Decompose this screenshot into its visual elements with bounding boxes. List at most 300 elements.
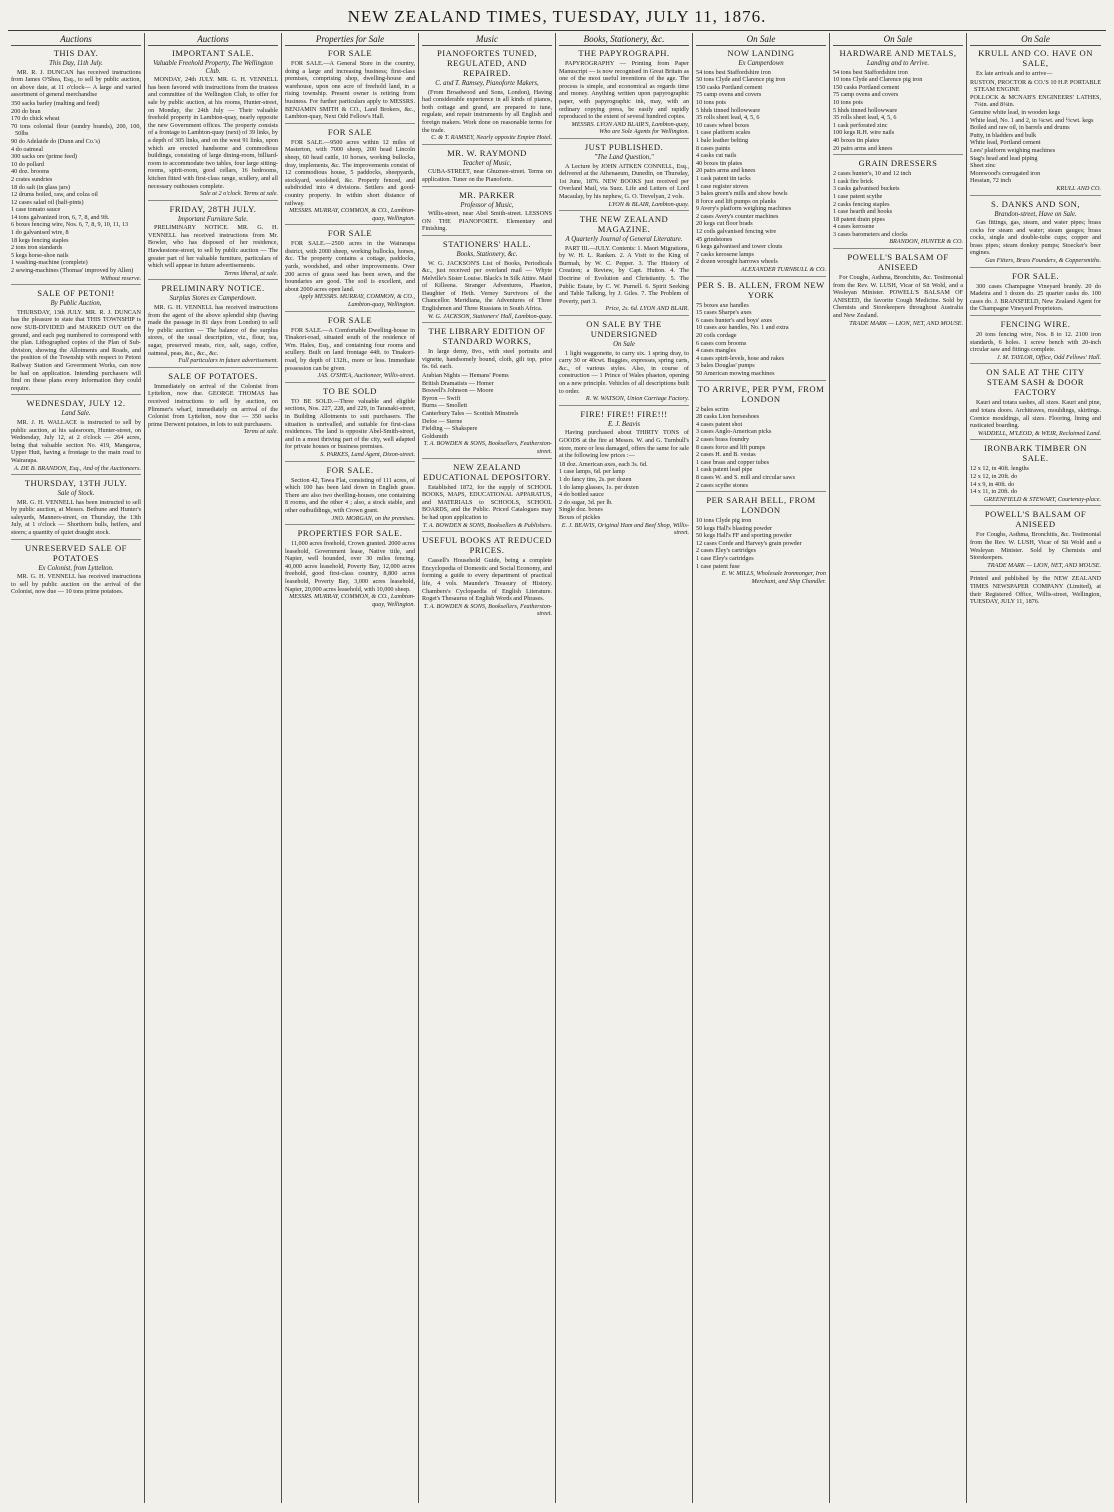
ad-title: GRAIN DRESSERS [858,158,938,169]
ad-item: 1 washing-machine (complete) [11,259,88,267]
ad-title: THE NEW ZEALAND MAGAZINE. [579,214,669,235]
ad-title: FOR SALE [327,48,373,58]
ad-body: 300 cases Champagne Vineyard brandy. 20 do Madeira and 1 dozen do. 25 quarter casks do. 100 cases do. J. BRANSFIELD, New Zealand Agent for the Champagne Vineyard Proprietors. [970,282,1101,313]
advertisement [970,443,1101,506]
ad-signature: TRADE MARK — LION, NET, AND MOUSE. [987,561,1101,569]
ad-item: 8 force and lift pumps on planks [696,197,777,205]
ad-subtitle: E. J. Beavis [607,420,641,428]
advertisement [148,283,278,367]
advertisement [559,142,689,211]
ad-title: FIRE! FIRE!! FIRE!!! [580,408,668,419]
ad-title: MR. W. RAYMOND [447,147,527,158]
ad-title: PIANOFORTES TUNED, REGULATED, AND REPAIRED. [437,48,537,78]
ad-item: Sheet zinc [970,162,996,170]
ad-item: 18 doz. American axes, each 3s. 6d. [559,460,648,468]
column-5 [556,33,693,1503]
ad-item: 2 cases scythe stones [696,481,749,489]
ad-item: Single doz. boxes [559,506,603,514]
ad-item: 170 do chick wheat [11,115,60,123]
ad-signature: KRULL AND CO. [1056,184,1101,192]
ad-item: 50 tons Clyde and Clarence pig iron [696,76,786,84]
column-heading: Properties for Sale [285,33,415,46]
advertisement [833,252,963,329]
ad-item: 6 kegs galvanised and tower clouts [696,243,783,251]
ad-item: Stag's head and lead piping [970,154,1038,162]
ad-item: 12 coils galvanised fencing wire [696,228,777,236]
column-2 [145,33,282,1503]
ad-item: 1 case register stoves [696,182,749,190]
column-6 [693,33,830,1503]
ad-title: USEFUL BOOKS AT REDUCED PRICES. [422,535,552,556]
column-heading: On Sale [696,33,826,46]
ad-item: 150 casks Portland cement [696,83,763,91]
ad-item: 1 bale leather belting [696,136,749,144]
ad-body: W. G. JACKSON'S List of Books, Periodicals &c., just received per overland mail — Whyte Melville's Sister Louise. Black's In Silk Attire. Maid of Killeena. Stranger Adventures, Phaeton, Daughter of Heth. Verney Survivors of the Chancellor. Meridiana, the Adventures of Three Englishmen and Three Russians in South Africa. [422,259,552,313]
ad-item: 54 tons best Staffordshire iron [696,68,771,76]
ad-title: THE LIBRARY EDITION OF STANDARD WORKS, [428,326,546,347]
ad-item: 1 do galvanised wire, 8 [11,229,69,237]
ad-item: 28 casks Lion horseshoes [696,413,760,421]
ad-signature: T. A. BOWDEN & SONS, Booksellers, Featherston-street. [423,602,552,618]
ad-title: PER SARAH BELL, FROM LONDON [706,495,816,516]
ad-item: 6 boxes fencing wire, Nos. 6, 7, 8, 9, 10, 11, 13 [11,221,129,229]
ad-item-list [559,461,689,522]
ad-body: Gas fittings, gas, steam, and water pipes; brass cocks for steam and water; steam gauges; brass cocks, single and double-tube cups; copper and brass pipes; steam donkey pumps; Stoecker's beer engines. [970,219,1101,257]
ad-title: S. DANKS AND SON, [991,198,1080,209]
ad-item: 12 x 12, in 20ft. do [970,472,1018,480]
ad-item: 1 case lamps, 6d. per lamp [559,468,625,476]
ad-item-list [833,170,963,238]
ad-signature: W. G. JACKSON, Stationers' Hall, Lambton-quay. [427,312,552,320]
advertisement [970,48,1101,196]
ad-subtitle: This Day, 11th July. [49,60,103,67]
ad-item: 12 drums boiled, raw, and colza oil [11,191,98,199]
advertisement [285,228,415,311]
ad-title: UNRESERVED SALE OF POTATOES [25,542,127,563]
advertisement [970,199,1101,268]
ad-body: PAPYROGRAPHY — Printing from Paper Manuscript — is now recognised in Great Britain as one of the most useful inventions of the age. The process is simple, and economical as regards time and money. Anything written upon papyrographic paper, with papyrographic ink, may, with an ordinary copying press, be easily and rapidly reproduced to the extent of several hundred copies. [559,60,689,121]
ad-item: 1 do fancy tins, 2s. per dozen [559,475,632,483]
ad-body: 11,000 acres freehold, Crown granted. 2000 acres leasehold, Government lease, Native title, and Napier, well bounded, over 30 miles fencing. 40,000 acres leasehold, Poverty Bay, 12,000 acres freehold, good first-class country, 8,800 acres leasehold, Poverty Bay, 3,000 acres leasehold, Napier, 20,000 acres leasehold, with 10,000 sheep. [285,540,415,593]
ad-signature: JAS. O'SHEA, Auctioneer, Willis-street. [317,372,415,380]
ad-item: 4 cases spirit-levels, hose and rakes [696,354,784,362]
ad-body: Section 42, Tawa Flat, consisting of 111 acres, of which 100 has been laid down in English grass. There are also two dwelling-houses, one containing 8 rooms, and the other 4 ; also, a stock stable, and other outbuildings, with Crown grant. [285,476,415,514]
ad-signature: J. M. TAYLOR, Office, Odd Fellows' Hall. [996,353,1101,361]
ad-item: 6 cases hunter's and boys' axes [696,316,772,324]
ad-item: 350 sacks barley (malting and feed) [11,99,100,107]
ad-item: 2 tons iron standards [11,244,63,252]
ad-subtitle: Important Furniture Sale. [177,215,249,223]
ad-subtitle: Landing and to Arrive. [866,60,930,67]
ad-signature: MESSRS. LYON AND BLAIR'S, Lambton-quay, Who are Sole Agents for Wellington. [571,120,689,136]
ad-item: 1 case patent fuse [696,562,740,570]
advertisement [285,465,415,526]
ad-body: In large demy, 8vo., with steel portraits and vignette, handsomely bound, cloth, gilt top, price 6s. 6d. each. [422,348,552,371]
ad-item-list [422,372,552,440]
advertisement [422,535,552,620]
ad-item: 75 camp ovens and covers [696,91,762,99]
ad-item: 4 cases mangles [696,347,736,355]
ad-item: 150 casks Portland cement [833,83,900,91]
ad-title: KRULL AND CO. HAVE ON SALE, [978,48,1093,68]
ad-item: 14 x 11, in 20ft. do [970,488,1018,496]
ad-body: Ex late arrivals and to arrive— [976,70,1053,77]
ad-item: 54 tons best Staffordshire iron [833,68,908,76]
advertisement [11,543,141,598]
advertisement [559,214,689,316]
columns [8,33,1106,1503]
ad-item: 4 do oatmeal [11,145,43,153]
advertisement [696,495,826,587]
ad-item: 5 hhds tinned hollowware [696,106,761,114]
ad-title: IMPORTANT SALE. [171,48,255,58]
ad-item: Boxes of pickles [559,513,601,521]
column-heading: On Sale [833,33,963,46]
ad-item: 1 cask patent lead pipe [696,466,753,474]
imprint-footer: Printed and published by the NEW ZEALAND TIMES NEWSPAPER COMPANY (Limited), at their Registered Office, Willis-street, Wellington, TUESDAY, JULY 11, 1876. [970,575,1101,606]
ad-item: 2 sewing-machines (Thomas' improved by Allen) [11,267,134,275]
ad-item: Putty, in bladders and bulk [970,131,1037,139]
ad-item: 3 bales Douglas' pumps [696,362,755,370]
ad-title: WEDNESDAY, JULY 12. [26,398,126,409]
ad-item: 14 tons galvanized iron, 6, 7, 8, and 9ft. [11,213,110,221]
advertisement [422,239,552,323]
ad-item: 20 kegs cut floor brads [696,220,753,228]
ad-item: 2 crates sundries [11,175,53,183]
ad-signature: Terms at sale. [243,428,278,436]
ad-title: ON SALE BY THE UNDERSIGNED [586,319,662,340]
ad-subtitle: On Sale [613,341,635,349]
ad-item: 50 American mowing machines [696,369,775,377]
ad-item: Canterbury Tales — Scottish Minstrels [422,410,519,417]
ad-item: 10 cases wheel boxes [696,121,750,129]
advertisement [696,48,826,277]
ad-item: 14 x 9, in 40ft. do [970,480,1015,488]
ad-item: 75 camp ovens and covers [833,91,899,99]
ad-item: 40 doz. brooms [11,168,50,176]
ad-signature: Gas Fitters, Brass Founders, & Coppersmiths. [985,257,1101,265]
ad-title: SALE OF POTATOES. [168,370,258,381]
ad-title: TO ARRIVE, PER PYM, FROM LONDON [697,383,825,404]
ad-body: MR. R. J. DUNCAN has received instructions from James O'Shea, Esq., to sell by public auction, on above date, at 11 o'clock— A large and varied assortment of general merchandise [11,68,141,99]
ad-item: 2 do sugar, 3d. per lb. [559,498,613,506]
column-7 [830,33,967,1503]
ad-signature: E. J. BEAVIS, Original Ham and Beef Shop, Willis-street. [561,521,689,537]
ad-title: ON SALE AT THE CITY STEAM SASH & DOOR FACTORY [986,367,1085,398]
ad-subtitle: Ex Colonist, from Lyttelton. [38,564,114,572]
ad-item: 12 x 12, in 40ft. lengths [970,465,1029,473]
ad-title: FRIDAY, 28TH JULY. [169,203,257,214]
ad-item: 300 sacks ore (prime feed) [11,153,77,161]
column-1 [8,33,145,1503]
ad-item: Genuine white lead, in wooden kegs [970,108,1061,116]
ad-signature: T. A. BOWDEN & SONS, Booksellers, Featherston-street. [423,440,552,455]
ad-item: 12 cases salad oil (half-pints) [11,198,84,206]
ad-signature: LYON & BLAIR, Lambton-quay. [608,200,689,208]
ad-subtitle: Sale of Stock. [57,490,95,498]
ad-item: 2 cases Eley's cartridges [696,547,757,555]
ad-item: 75 boxes axe handles [696,301,749,309]
ad-title: HARDWARE AND METALS, [839,48,957,58]
ad-body: For Coughs, Asthma, Bronchitis, &c. Testimonial from the Rev. W. LUSH, Vicar of Sit Wold and a Wesleyan Minister. Sold by Chemists and Storekeepers. [970,531,1101,562]
column-4 [419,33,556,1503]
ad-signature: S. PARKES, Land Agent, Dixon-street. [320,450,415,458]
ad-body: FOR SALE.—A Comfortable Dwelling-house in Tinakori-road, situated south of the residence of Wm. Hales, Esq., and containing four rooms and scullery. Built on land frontage 44ft. to Tinakori-road, by depth of 132ft., more or less. Immediate possession can be given. [285,326,415,372]
ad-item: 45 grindstones [696,235,733,243]
ad-item: 40 boxes tin plates [696,159,743,167]
ad-title: THURSDAY, 13TH JULY. [24,478,128,489]
column-3 [282,33,419,1503]
ad-item: 2 bales scrim [696,405,729,413]
ad-body: MR. G. H. VENNELL has been instructed to sell by public auction, at Messrs. Bethune and Hunter's saleyards, Manners-street, on Thursday, the 13th July, at 1 o'clock — Shorthorn bulls, heifers, and steers; a quantity of quiet draught stock. [11,498,141,537]
ad-item-list [696,302,826,378]
ad-item: 1 do lamp glasses, 1s. per dozen [559,483,639,491]
ad-title: PROPERTIES FOR SALE. [297,528,403,539]
ad-item-list [970,79,1101,185]
ad-item: POLLOCK & MCNAB'S ENGINEERS' LATHES, 7¼in. and 8¼in. [970,93,1101,109]
ad-item: 12 cases Corde and Harvey's grain powder [696,539,802,547]
ad-item-list [696,69,826,266]
ad-body: THURSDAY, 13th JULY. MR. R. J. DUNCAN has the pleasure to state that THIS TOWNSHIP is now SUB-DIVIDED and MARKED OUT on the ground, and each peg numbered to correspond with the plan. Lithographed copies of the Plan of Sub-division, showing the Allotments and Roads, and the position of the Township with respect to Petoni Railway Station and Government Works, can now be had on application. Intending purchasers will find on these plans every information they could require. [11,308,141,392]
ad-item: 2 casks fencing staples [833,200,890,208]
ad-body: A Lecture by JOHN AITKEN CONNELL, Esq., delivered at the Athenaeum, Dunedin, on Thursday, 1st June, 1876. NEW BOOKS just received per Overland Mail, via Suez. Life and Letters of Lord Macaulay, by his nephew, G. O. Trevelyan, 2 vols. [559,162,689,200]
ad-item: White lead, Portland cement [970,139,1041,147]
ad-item: 1 cask perforated zinc [833,121,888,129]
masthead: NEW ZEALAND TIMES, TUESDAY, JULY 11, 1876. [347,7,767,26]
ad-subtitle: Ex Camperdown [738,60,784,67]
ad-item: Morewood's corrugated iron [970,169,1041,177]
advertisement [11,48,141,285]
ad-item: 40 boxes tin plates [833,136,880,144]
ad-item: 5 hhds tinned hollowware [833,106,898,114]
ad-signature: Without reserve. [100,274,141,282]
ad-title: THIS DAY. [53,48,99,58]
ad-signature: A. DE B. BRANDON, Esq., And of the Auctioneers. [14,464,141,472]
ad-body: (From Broadwood and Sons, London), Having had considerable experience in all kinds of pianos, both cottage and grand, are prepared to tune, regulate, and repair instruments by all English and foreign makers. Work done on reasonable terms for the trade. [422,88,552,134]
advertisement [285,48,415,124]
ad-title: FOR SALE [327,126,373,137]
ad-item: 1 case patent scythe [833,192,883,200]
ad-subtitle: Valuable Freehold Property, The Wellington Club. [153,60,273,75]
ad-title: TO BE SOLD [322,385,378,396]
ad-item: RUSTON, PROCTOR & CO.'S 10 H.P. PORTABLE STEAM ENGINE [970,78,1102,94]
ad-item: Boswell's Johnson — Moore [422,387,494,395]
ad-title: PER S. B. ALLEN, FROM NEW YORK [697,279,825,300]
ad-title: THE PAPYROGRAPH. [578,48,670,58]
ad-item: 4 cases patent shot [696,420,743,428]
ad-item: Lees' platform weighing machines [970,146,1056,154]
ad-signature: Sale at 2 o'clock. Terms at sale. [199,190,278,198]
column-heading: Auctions [148,33,278,46]
ad-item: 5 kegs horse-shoe nails [11,251,69,259]
ad-item: 1 case brass and copper tubes [696,458,770,466]
ad-signature: T. A. BOWDEN & SONS, Booksellers & Publishers. [422,521,552,529]
advertisement [696,384,826,493]
advertisement [696,280,826,381]
advertisement [559,48,689,139]
ad-item: 8 cases paints [696,144,731,152]
advertisement [422,326,552,458]
advertisement [970,509,1101,572]
advertisement [285,386,415,462]
ad-body: PRELIMINARY NOTICE. MR. G. H. VENNELL has received instructions from Mr. Bowler, who has disposed of her residence, Hawkestone-street, to sell by public auction — The greater part of her valuable furniture, particulars of which will appear in future advertisements. [148,224,278,270]
masthead-rule [8,30,1106,31]
ad-item: 35 rolls sheet lead, 4, 5, 6 [833,114,897,122]
ad-item: British Dramatists — Homer [422,379,494,387]
ad-body: MR. J. H. WALLACE is instructed to sell by public auction, at his salesroom, Hunter-street, on Wednesday, July 12, at 2 o'clock — 264 acres, being that valuable section No. 419, Mangaroa, Upper Hutt, having a frontage to the main road to Wairarapa. [11,418,141,464]
ad-signature: MESSRS. MURRAY, COMMON, & CO., Lambton-quay, Wellington. [289,593,415,608]
ad-item: 20 coils cordage [696,332,737,339]
ad-item: 35 rolls sheet lead, 4, 5, 6 [696,114,760,122]
ad-item-list [11,100,141,275]
ad-subtitle: Surplus Stores ex Camperdown. [169,295,257,303]
ad-item: 1 cask patent tin tacks [696,174,751,182]
ad-title: PRELIMINARY NOTICE. [161,283,265,294]
ad-body: Kauri and totara sashes, all sizes. Kauri and pine, and totara doors. Architraves, mouldings, skirtings. Cornice mouldings, all sizes. Flooring, lining and rusticated boarding. [970,399,1101,430]
ad-item-list [970,465,1101,495]
advertisement [970,271,1101,316]
ad-body: Willis-street, near Abel Smith-street. LESSONS ON THE PIANOFORTE. Elementary and Finishing. [422,210,552,233]
ad-item: 10 do pollard [11,160,44,168]
ad-title: FOR SALE [327,314,373,325]
ad-subtitle: "The Land Question," [594,153,654,161]
ad-item: 1 cask fire brick [833,177,874,185]
advertisement [285,528,415,610]
ad-body: CUBA-STREET, near Ghuznee-street. Terms on application. Tuner on the Pianoforte. [422,168,552,183]
ad-subtitle: Land Sale. [61,410,91,418]
ad-title: FOR SALE. [326,464,374,475]
column-heading: Books, Stationery, &c. [559,33,689,46]
advertisement [11,398,141,475]
ad-body: PART III.—JULY. Contents: 1. Maori Migrations, by W. H. L. Ranken. 2. A Visit to the King of Burmah, by W. C. Pepper. 3. The History of Creation; a Review, by Capt. Hutton. 4. The Doctrine of Evolution and Christianity. 5. The Public Estate, by C. W. Purnell. 6. Spirit Seeking and Table Talking, by J. Giles. 7. The Problem of Poverty, part 3. [559,244,689,305]
ad-item: 10 tons Clyde pig iron [696,517,752,525]
advertisement [422,148,552,187]
ad-item: 7 casks kerosene lamps [696,250,754,258]
advertisement [11,288,141,395]
advertisement [148,371,278,438]
ad-item: 100 kegs R.H. wire nails [833,129,895,137]
ad-item: 9 Avery's platform weighing machines [696,205,792,213]
advertisement [970,367,1101,440]
ad-item: 50 kegs Hall's FF and sporting powder [696,532,792,540]
ad-item: 6 cases corn brooms [696,339,747,347]
ad-body: Having purchased about THIRTY TONS of GOODS at the fire at Messrs. W. and G. Turnbull's store, more or less damaged, offers the same for sale at the following low prices :— [559,429,689,460]
advertisement [422,462,552,533]
ad-item: 3 cases barometers and clocks [833,230,908,238]
ad-subtitle: By Public Auction, [50,300,102,308]
ad-signature: Price, 2s. 6d. LYON AND BLAIR. [605,305,689,313]
ad-item: 18 patent drain pipes [833,215,885,223]
advertisement [559,319,689,406]
ad-item: 10 tons Clyde and Clarence pig iron [833,76,923,84]
ad-signature: TRADE MARK — LION, NET, AND MOUSE. [849,319,963,327]
ad-item: 70 tons colonial flour (sundry brands), 200, 100, 50lbs [11,122,141,138]
ad-signature: WADDELL, M'LEOD, & WEIR, Reclaimed Land. [977,429,1101,437]
ad-title: SALE OF PETONI! [37,288,115,299]
column-heading: On Sale [970,33,1101,46]
ad-item: 18 kegs fencing staples [11,236,69,244]
advertisement [559,409,689,539]
ad-title: NOW LANDING [727,48,795,58]
ad-item: 3 bales green's mills and show bowls [696,190,788,198]
column-8 [967,33,1104,1503]
advertisement [422,48,552,145]
ad-item: 3 casks galvanised buckets [833,185,900,193]
ad-item: 10 cases axe handles, No. 1 and extra [696,324,789,332]
ad-title: FENCING WIRE. [1000,319,1071,330]
ad-item: 8 cases force and lift pumps [696,443,766,451]
ad-body: TO BE SOLD.—Three valuable and eligible sections, Nos. 227, 228, and 229, in Taranaki-street, in Building Allotments to suit purchasers. The situation is unrivalled, and suitable for first-class residences. The land is opposite Abel-Smith-street, and in a most thriving part of the city, well adapted for private houses or business premises. [285,397,415,451]
ad-item-list [696,406,826,490]
ad-item: 15 cases Sharpe's axes [696,309,752,317]
ad-item: 8 cases W. and S. mill and circular saws [696,473,795,481]
column-heading: Music [422,33,552,46]
ad-body: MONDAY, 24th JULY. MR. G. H. VENNELL has been favored with instructions from the trustees and committee of the Wellington Club, to offer for sale by public auction, at his rooms, Hunter-street, on Monday, the 24th July — Their valuable freehold property in Lambton-quay, nearly opposite the new Government offices. The property consists of a frontage to Lambton-quay (next) of 39 links, by a depth of 305 links, and on the west 91 links, upon which are erected handsome and commodious buildings, consisting of large dining-room, billiard-room to accommodate two tables, four large sitting-rooms, spirit-room, good cellars, 16 bedrooms, kitchen fitted with first-class range, scullery, and all necessary outhouses complete. [148,76,278,190]
ad-body: Cassell's Household Guide, being a complete Encyclopedia of Domestic and Social Economy, and forming a guide to every department of practical life, 4 vols. Maunder's Treasury of History. Chambers's Cyclopaedia of English Literature. Roget's Thesaurus of English Words and Phrases. [422,557,553,603]
ad-title: POWELL'S BALSAM OF ANISEED [984,509,1087,530]
ad-body: 20 tons fencing wire, Nos. 8 to 12. 2100 iron standards, 6 holes. 1 screw bench with 20-inch circular saw and fittings complete. [970,331,1101,354]
ad-item: Hessian, 72 inch [970,177,1012,185]
ad-title: FOR SALE [327,228,373,239]
advertisement [833,158,963,249]
ad-subtitle: Books, Stationery, &c. [456,250,518,258]
advertisement [148,204,278,281]
ad-subtitle: Brandon-street, Have on Sale. [994,210,1077,218]
ad-item: 10 tons pots [696,98,726,106]
ad-item: 10 tons pots [833,98,863,106]
ad-item: 4 casks cut nails [696,152,737,160]
ad-title: MR. PARKER [459,189,515,200]
ad-item: 3 cases Anglo-American picks [696,428,772,436]
ad-item: Burns — Smollett [422,402,468,410]
ad-item-list [833,69,963,153]
ad-title: NEW ZEALAND EDUCATIONAL DEPOSITORY. [423,461,551,482]
ad-body: FOR SALE.—9500 acres within 12 miles of Masterton, with 7000 sheep, 200 head Lincoln sheep, 60 head cattle, 10 horses, working bullocks, dray, implements, &c. The improvements consist of 12 commodious house, 5 paddocks, sheepyards, stockyard, woolshed, &c. Property fenced, and subdivided into 4 divisions. Settlers and good-country property. In within short distance of railway. [285,138,415,207]
ad-signature: Full particulars in future advertisement. [178,357,278,365]
ad-item: 2 cases Avery's counter machines [696,212,779,220]
ad-subtitle: Professor of Music, [460,201,514,209]
ad-item: 4 do bottled sauce [559,491,604,499]
ad-signature: ALEXANDER TURNBULL & CO. [740,266,826,274]
ad-item: 18 do salt (in glass jars) [11,183,70,191]
advertisement [285,127,415,226]
ad-signature: MESSRS. MURRAY, COMMON, & CO., Lambton-quay, Wellington. [289,207,415,222]
ad-item: 20 pairs arms and knees [696,167,756,175]
ad-item: White lead, No. 1 and 2, in ¼cwt. and ½cwt. kegs [970,116,1094,124]
advertisement [285,315,415,383]
ad-title: IRONBARK TIMBER ON SALE. [984,443,1087,464]
ad-signature: R. W. WATSON, Union Carriage Factory. [585,395,689,403]
ad-item: 2 cases hunter's, 10 and 12 inch [833,170,912,178]
ad-title: STATIONERS' HALL. [442,238,532,249]
ad-body: For Coughs, Asthma, Bronchitis, &c. Testimonial from the Rev. W. LUSH, Vicar of Sit Wold, and a Wesleyan Minister. POWELL'S BALSAM OF ANISEED, the favorite Cough Medicine. Sold by Chemists and Storekeepers throughout Australia and New Zealand. [833,274,963,320]
ad-title: JUST PUBLISHED. [584,141,664,152]
ad-item: 1 case hearth and hooks [833,208,893,216]
ad-signature: GREENFIELD & STEWART, Courtenay-place. [983,495,1101,503]
advertisement [970,319,1101,364]
ad-subtitle: C. and T. Ramsey, Pianoforte Makers, [435,80,539,87]
ad-signature: JNO. MORGAN, on the premises. [331,514,415,522]
ad-item: 1 case platform scales [696,129,751,137]
ad-item: 1 case Eley's cartridges [696,555,754,563]
ad-item: Boiled and raw oil, in barrels and drums [970,124,1070,132]
ad-body: MR. G. H. VENNELL has received instructions from the agent of the above splendid ship (having made the passage in 81 days from London) to sell by public auction — The balance of the surplus stores, of the usual description, viz., flour, tea, sugar, preserved meats, rice, salt, sago, coffee, oatmeal, peas, &c., &c., &c. [148,304,278,357]
ad-subtitle: A Quarterly Journal of General Literature. [565,236,683,244]
ad-item: Arabian Nights — Hemans' Poems [422,372,509,380]
ad-item: 4 cases kerosene [833,223,875,231]
ad-title: POWELL'S BALSAM OF ANISEED [847,252,949,273]
advertisement [422,190,552,236]
